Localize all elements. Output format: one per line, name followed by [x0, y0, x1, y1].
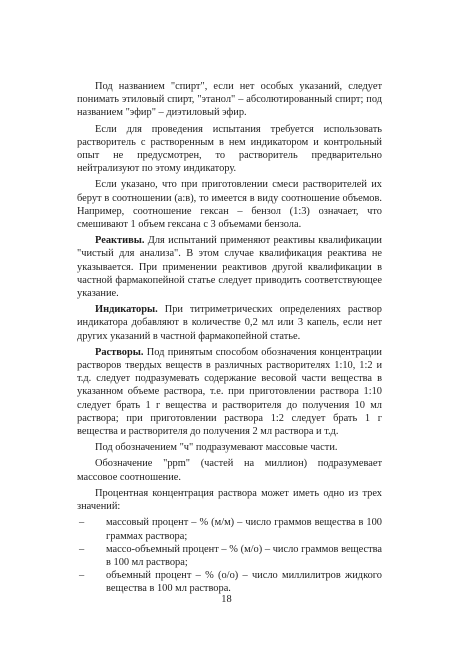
list-item-text: массо-объемный процент – % (м/о) – число граммов вещества в 100 мл раствора;: [106, 543, 382, 568]
concentration-list: [77, 516, 382, 595]
term-solutions: Растворы.: [95, 346, 144, 358]
list-dash: –: [79, 570, 85, 582]
term-reagents: Реактивы.: [95, 235, 145, 247]
paragraph-spirit-definition: Под названием "спирт", если нет особых указаний, следует понимать этиловый спирт, "этанол" – абсолютированный спирт; под названием "эфир" – диэтиловый эфир.: [77, 81, 382, 119]
paragraph-indicators: [77, 303, 382, 343]
list-item: [77, 569, 382, 595]
list-dash: –: [79, 517, 85, 529]
paragraph-solvent-indicator: Если для проведения испытания требуется использовать растворитель с растворенным в нем индикатором и контрольный опыт не предусмотрен, то растворитель предварительно нейтрализуют по этому индикатору.: [77, 123, 382, 175]
paragraph-solutions: [77, 346, 382, 438]
paragraph-mass-parts: Под обозначением "ч" подразумевают массовые части.: [95, 442, 338, 454]
solutions-text: Под принятым способом обозначения концентрации растворов твердых веществ в различных растворителях 1:10, 1:2 и т.д. следует подразумевать содержание весовой части вещества в указанном объеме раствора, т.е. при приготовлении раствора 1:10 следует брать 1 г вещества и растворителя до получения 10 мл раствора; при приготовлении раствора 1:2 следует брать 1 г вещества и растворителя до получения 2 мл раствора и т.д.: [77, 346, 382, 438]
list-item: [77, 543, 382, 569]
paragraph-percent-concentration: Процентная концентрация раствора может иметь одно из трех значений:: [77, 487, 382, 513]
indicators-text: При титриметрических определениях раствор индикатора добавляют в количестве 0,2 мл или 3 капель, если нет других указаний в частной фармакопейной статье.: [77, 304, 382, 342]
body-text: [77, 80, 382, 596]
list-item-text: объемный процент – % (о/о) – число миллилитров жидкого вещества в 100 мл раствора.: [106, 570, 382, 595]
page-number: 18: [221, 594, 232, 605]
paragraph-solvent-mixture-ratio: Если указано, что при приготовлении смеси растворителей их берут в соотношении (а:в), то имеется в виду соотношение объемов. Например, соотношение гексан – бензол (1:3) означает, что смешивают 1 объем гексана с 3 объемами бензола.: [77, 179, 382, 231]
list-dash: –: [79, 543, 85, 555]
list-item-text: массовый процент – % (м/м) – число граммов вещества в 100 граммах раствора;: [106, 517, 382, 542]
reagents-text: Для испытаний применяют реактивы квалификации "чистый для анализа". В этом случае квалификация реактива не указывается. При применении реактивов другой квалификации в частной фармакопейной статье следует приводить соответствующее указание.: [77, 235, 382, 300]
paragraph-reagents: [77, 234, 382, 300]
paragraph-ppm: Обозначение "ppm" (частей на миллион) подразумевает массовое соотношение.: [77, 458, 382, 483]
term-indicators: Индикаторы.: [95, 304, 158, 316]
list-item: [77, 516, 382, 542]
